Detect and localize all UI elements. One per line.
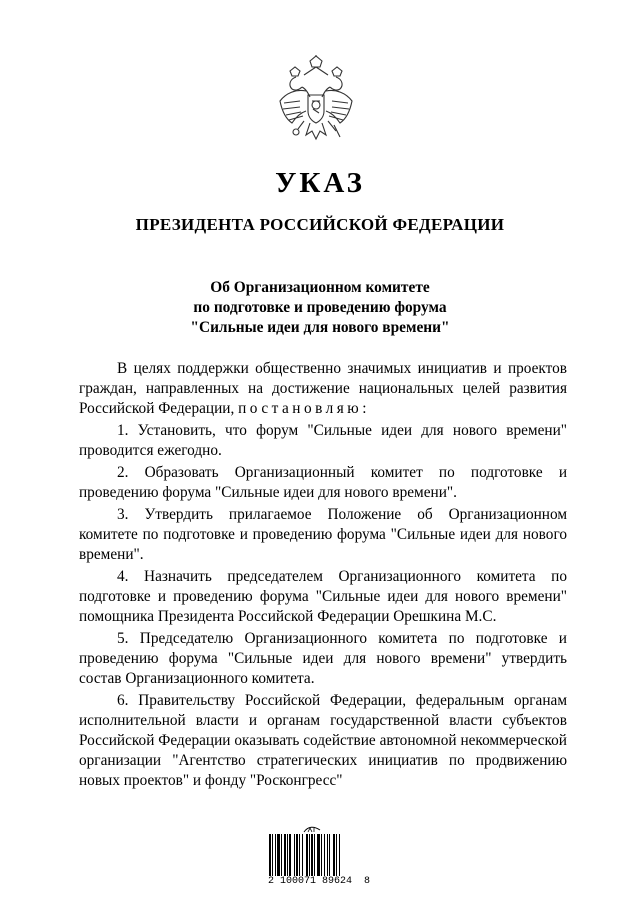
decree-title: УКАЗ [275, 167, 365, 199]
barcode-bar [339, 834, 340, 876]
barcode-bar [311, 834, 313, 876]
barcode-bar [314, 834, 315, 876]
barcode-bars [268, 834, 354, 878]
coat-of-arms-emblem [276, 55, 356, 147]
barcode-bar [317, 834, 320, 876]
paragraph-3: 3. Утвердить прилагаемое Положение об Организационном комитете по подготовке и проведению форума "Сильные идеи для нового времени". [79, 506, 567, 563]
barcode-bar [299, 834, 300, 876]
paragraph-1: 1. Установить, что форум "Сильные идеи для нового времени" проводится ежегодно. [79, 422, 567, 459]
barcode-bar [281, 834, 282, 876]
barcode-bar [269, 834, 271, 876]
decree-body [79, 359, 567, 793]
barcode-bar [329, 834, 330, 876]
decree-subject [0, 278, 640, 338]
barcode-bar [324, 834, 325, 876]
barcode-bar [309, 834, 310, 876]
paragraph-4: 4. Назначить председателем Организационного комитета по подготовке и проведению форума "Сильные идеи для нового времени" помощника Президента Российской Федерации Орешкина М.С. [79, 568, 567, 625]
barcode-bar [306, 834, 308, 876]
barcode-bar [327, 834, 328, 876]
barcode-bar [277, 834, 280, 876]
paragraph-5: 5. Председателю Организационного комитета по подготовке и проведению форума "Сильные идеи для нового времени" утвердить состав Организационного комитета. [79, 630, 567, 687]
barcode-bar [287, 834, 288, 876]
subject-line-2: по подготовке и проведению форума [193, 299, 447, 316]
decree-keyword: постановляю: [238, 400, 370, 417]
barcode-bar [272, 834, 273, 876]
preamble-text: В целях поддержки общественно значимых инициатив и проектов граждан, направленных на достижение национальных целей развития Российской Федерации, [79, 360, 567, 417]
barcode-bar [289, 834, 291, 876]
paragraph-2: 2. Образовать Организационный комитет по подготовке и проведению форума "Сильные идеи для нового времени". [79, 464, 567, 501]
double-headed-eagle-icon [276, 55, 356, 147]
subject-line-3: "Сильные идеи для нового времени" [190, 319, 450, 336]
barcode-bar [302, 834, 303, 876]
barcode-bar [296, 834, 298, 876]
document-barcode [268, 824, 371, 887]
decree-issuer: ПРЕЗИДЕНТА РОССИЙСКОЙ ФЕДЕРАЦИИ [135, 215, 505, 234]
barcode-logo-icon [302, 824, 322, 834]
preamble-paragraph [79, 359, 567, 419]
barcode-bar [284, 834, 286, 876]
barcode-bar [294, 834, 295, 876]
barcode-number: 2 100071 89624 8 [268, 876, 371, 887]
subject-line-1: Об Организационном комитете [210, 279, 430, 296]
barcode-bar [275, 834, 276, 876]
paragraph-6: 6. Правительству Российской Федерации, федеральным органам исполнительной власти и органам государственной власти субъектов Российской Федерации оказывать содействие автономной некоммерческой организации "Агентство стратегических инициатив по продвижению новых проектов" и фонду "Росконгресс" [79, 692, 567, 789]
barcode-bar [321, 834, 322, 876]
barcode-bar [336, 834, 337, 876]
barcode-bar [333, 834, 335, 876]
